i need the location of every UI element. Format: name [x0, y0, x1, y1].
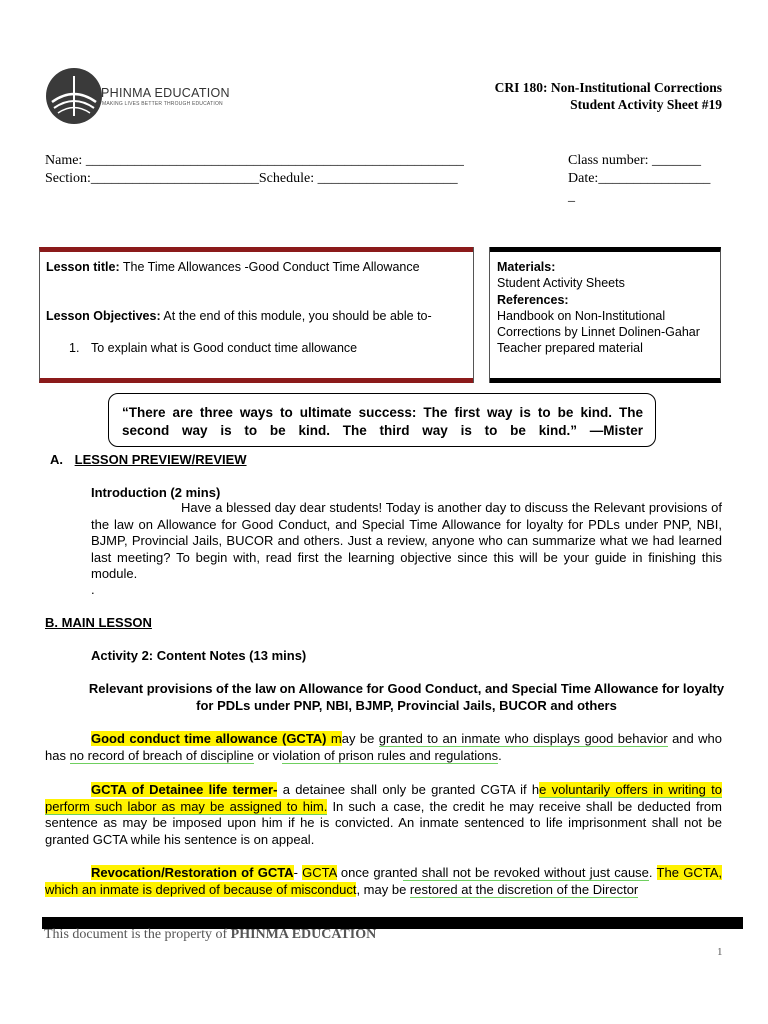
- lesson-title-value: The Time Allowances -Good Conduct Time Allowance: [122, 260, 420, 274]
- logo-name: PHINMA EDUCATION: [101, 86, 230, 100]
- section-a-letter: A.: [50, 452, 63, 467]
- references-value-2: Teacher prepared material: [497, 341, 643, 356]
- intro-dot: .: [91, 582, 95, 597]
- revocation-paragraph: Revocation/Restoration of GCTA- GCTA once granted shall not be revoked without just cause. The GCTA, which an inmate is deprived of because of misconduct, may be restored at the discretion of the Director: [45, 865, 722, 897]
- lesson-title: [46, 259, 466, 275]
- sheet-number: Student Activity Sheet #19: [570, 97, 722, 112]
- references-value: Handbook on Non-Institutional Corrections by Linnet Dolinen-Gahar: [497, 308, 700, 340]
- objectives-value: At the end of this module, you should be able to-: [163, 309, 432, 323]
- main-subheading: Relevant provisions of the law on Allowance for Good Conduct, and Special Time Allowance for loyalty for PDLs under PNP, NBI, BJMP, Provincial Jails, BUCOR and others: [88, 681, 725, 713]
- materials-label: Materials:: [497, 260, 556, 274]
- revocation-term: Revocation/Restoration of GCTA: [91, 865, 294, 880]
- intro-paragraph: Have a blessed day dear students! Today is another day to discuss the Relevant provisions of the law on Allowance for Good Conduct, and Special Time Allowance for loyalty for PDLs under PNP, NBI, BJMP, Provincial Jails, BUCOR and others. Just a review, anyone who can summarize what we had learned last meeting? To begin with, read first the learning objective since this will be your guide in finishing this module.: [91, 500, 722, 581]
- detainee-life-termer-paragraph: GCTA of Detainee life termer- a detainee shall only be granted CGTA if he voluntarily offers in writing to perform such labor as may be assigned to him. In such a case, the credit he may receive shall be deducted from sentence as may be imposed upon him if he is convicted. An inmate sentenced to life imprisonment shall not be granted GCTA while his sentence is on appeal.: [45, 782, 722, 847]
- materials-value: Student Activity Sheets: [497, 276, 625, 291]
- phinma-logo-mark-icon: [44, 66, 104, 126]
- footer-text: [44, 927, 376, 943]
- page-number: 1: [717, 946, 723, 958]
- course-title: CRI 180: Non-Institutional Corrections: [494, 80, 722, 95]
- gcta-term: Good conduct time allowance (GCTA): [91, 731, 327, 746]
- footer-prefix: This document is the property of: [44, 927, 231, 942]
- section-a-title: LESSON PREVIEW/REVIEW: [74, 452, 247, 467]
- name-field: Name: ______________________________________________________: [45, 153, 464, 168]
- logo-tagline: MAKING LIVES BETTER THROUGH EDUCATION: [102, 101, 223, 107]
- references-label: References:: [497, 292, 569, 307]
- class-number-field: Class number: _______: [568, 153, 701, 168]
- gcta-definition-paragraph: Good conduct time allowance (GCTA) may be granted to an inmate who displays good behavior and who has no record of breach of discipline or violation of prison rules and regulations.: [45, 731, 723, 763]
- footer-owner: PHINMA EDUCATION: [230, 927, 377, 942]
- date-field-cont: _: [568, 189, 575, 204]
- materials-content: [497, 259, 715, 357]
- date-field: Date:________________: [568, 171, 711, 186]
- section-a-heading: [50, 452, 247, 467]
- quote-box: “There are three ways to ultimate success: The first way is to be kind. The second way is to be kind. The third way is to be kind.” —Mister: [108, 393, 656, 447]
- section-b-heading: B. MAIN LESSON: [45, 615, 152, 630]
- objective-item: To explain what is Good conduct time allowance: [91, 341, 358, 355]
- detainee-term: GCTA of Detainee life termer-: [91, 782, 278, 797]
- section-schedule-field: Section:________________________Schedule: ____________________: [45, 171, 458, 186]
- objectives-label: Lesson Objectives:: [46, 309, 161, 323]
- activity-heading: Activity 2: Content Notes (13 mins): [91, 648, 307, 663]
- intro-heading: Introduction (2 mins): [91, 485, 221, 500]
- objective-number: 1.: [69, 341, 80, 355]
- lesson-title-label: Lesson title:: [46, 260, 120, 274]
- course-header: [495, 79, 722, 113]
- lesson-objectives: [46, 308, 466, 324]
- lesson-box-divider: [473, 247, 490, 383]
